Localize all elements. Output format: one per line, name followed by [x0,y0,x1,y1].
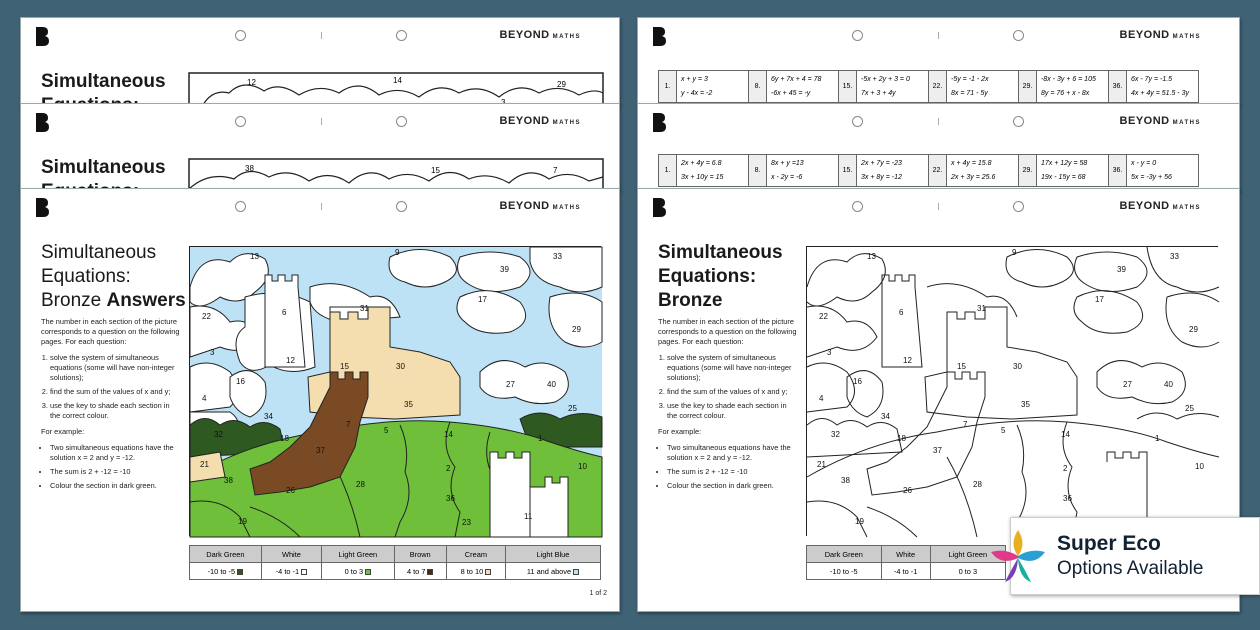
key-range: 0 to 3 [322,563,394,580]
instructions: The number in each section of the picture corresponds to a question on the following pages. For each question: 1. solve the system of simultaneous equations (some will have non-integer solutions); 2. find the sum of the values of x and y; 3. use the key to shade each section in the correct colour. For example: • Two simultaneous equations have the solution x = 2 and y = -12. • The sum is 2 + -12 = -10 • Colour the section in dark green. [658,317,798,495]
region-number: 38 [841,476,850,485]
fold-mark [938,118,939,125]
region-number: 19 [238,517,247,526]
region-number: 32 [831,430,840,439]
question-equations: 2x + 4y = 6.8 3x + 10y = 15 [677,155,749,187]
region-number: 38 [245,164,254,173]
region-number: 12 [247,78,256,87]
region-number: 33 [553,252,562,261]
colour-swatch [365,569,371,575]
region-number: 10 [1195,462,1204,471]
questions-table [658,154,1199,187]
key-header: Cream [446,546,505,563]
punch-hole [396,116,407,127]
question-equations: x + 4y = 15.8 2x + 3y = 25.6 [947,155,1019,187]
region-number: 36 [1063,494,1072,503]
questions-sheet-middle [637,103,1240,191]
question-equations: x + y = 3 y - 4x = -2 [677,71,749,103]
region-number: 28 [356,480,365,489]
punch-hole [1013,116,1024,127]
region-number: 38 [224,476,233,485]
region-number: 29 [1189,325,1198,334]
region-number: 22 [819,312,828,321]
colour-swatch [573,569,579,575]
question-number: 1. [659,155,677,187]
beyond-logo-icon [33,196,51,218]
region-number: 5 [384,426,389,435]
region-number: 26 [903,486,912,495]
region-number: 4 [819,394,824,403]
colour-swatch [485,569,491,575]
region-number: 31 [360,304,369,313]
question-equations: 6x - 7y = -1.5 4x + 4y = 51.5 - 3y [1127,71,1199,103]
colour-swatch [237,569,243,575]
region-number: 14 [444,430,453,439]
key-header: White [881,546,930,563]
question-equations: -5x + 2y + 3 = 0 7x + 3 + 4y [857,71,929,103]
fold-mark [321,32,322,39]
beyond-logo-icon [650,196,668,218]
region-number: 36 [446,494,455,503]
region-number: 29 [572,325,581,334]
region-number: 30 [1013,362,1022,371]
brand-label: BEYOND MATHS [499,200,581,212]
brand-label: BEYOND MATHS [499,29,581,41]
beyond-logo-icon [650,25,668,47]
region-number: 31 [977,304,986,313]
region-number: 12 [903,356,912,365]
region-number: 5 [1001,426,1006,435]
beyond-logo-icon [650,111,668,133]
key-header: Brown [394,546,446,563]
key-range: -10 to -5 [807,563,882,580]
eco-flower-icon [983,526,1053,588]
region-number: 35 [404,400,413,409]
fold-mark [321,203,322,210]
region-number: 27 [506,380,515,389]
punch-hole [1013,201,1024,212]
question-number: 36. [1109,71,1127,103]
key-range: -10 to -5 [190,563,262,580]
punch-hole [235,201,246,212]
instructions: The number in each section of the picture corresponds to a question on the following pages. For each question: 1. solve the system of simultaneous equations (some will have non-integer solutions); 2. find the sum of the values of x and y; 3. use the key to shade each section in the correct colour. For example: • Two simultaneous equations have the solution x = 2 and y = -12. • The sum is 2 + -12 = -10 • Colour the section in dark green. [41,317,181,495]
region-number: 40 [1164,380,1173,389]
punch-hole [852,201,863,212]
key-header: Dark Green [190,546,262,563]
key-range: 8 to 10 [446,563,505,580]
region-number: 16 [236,377,245,386]
question-number: 15. [839,155,857,187]
answers-sheet [20,188,620,612]
region-number: 34 [881,412,890,421]
question-equations: 8x + y =13 x - 2y = -6 [767,155,839,187]
question-number: 22. [929,71,947,103]
bronze-title: Simultaneous Equations: Bronze [658,242,783,311]
outline-picture [806,246,1218,536]
region-number: 3 [827,348,832,357]
region-number: 23 [462,518,471,527]
region-number: 10 [578,462,587,471]
region-number: 26 [286,486,295,495]
back-sheet-b [20,103,620,191]
region-number: 22 [202,312,211,321]
region-number: 40 [547,380,556,389]
punch-hole [852,30,863,41]
region-number: 18 [280,434,289,443]
key-range: 0 to 3 [930,563,1005,580]
answers-title: Simultaneous Equations: Bronze Answers [41,242,186,311]
key-range: 11 and above [505,563,600,580]
sheet-title: Simultaneous [41,157,166,178]
question-equations: -8x - 3y + 6 = 105 8y = 76 + x - 8x [1037,71,1109,103]
badge-line-1: Super Eco [1057,532,1161,555]
region-number: 32 [214,430,223,439]
region-number: 7 [553,166,558,175]
region-number: 7 [963,420,968,429]
punch-hole [852,116,863,127]
brand-label: BEYOND MATHS [1119,200,1201,212]
super-eco-badge [1010,517,1260,595]
region-number: 21 [200,460,209,469]
region-number: 17 [1095,295,1104,304]
key-range: -4 to -1 [261,563,321,580]
region-number: 15 [340,362,349,371]
region-number: 2 [1063,464,1068,473]
brand-label: BEYOND MATHS [1119,115,1201,127]
region-number: 9 [395,248,400,257]
sheet-title: Simultaneous [41,71,166,92]
region-number: 17 [478,295,487,304]
question-equations: 6y + 7x + 4 = 78 -6x + 45 = -y [767,71,839,103]
coloured-answer-picture [189,246,601,536]
region-number: 6 [899,308,904,317]
key-header: White [261,546,321,563]
region-number: 33 [1170,252,1179,261]
key-header: Light Green [930,546,1005,563]
fold-mark [938,203,939,210]
region-number: 13 [867,252,876,261]
question-number: 8. [749,71,767,103]
punch-hole [235,116,246,127]
region-number: 39 [500,265,509,274]
questions-sheet-top [637,17,1240,105]
key-header: Light Green [322,546,394,563]
region-number: 16 [853,377,862,386]
region-number: 1 [538,434,543,443]
region-number: 14 [1061,430,1070,439]
region-number: 34 [264,412,273,421]
region-number: 25 [1185,404,1194,413]
question-number: 29. [1019,155,1037,187]
question-number: 1. [659,71,677,103]
question-number: 8. [749,155,767,187]
region-number: 21 [817,460,826,469]
colour-swatch [427,569,433,575]
punch-hole [396,201,407,212]
colour-key-table [189,545,601,580]
region-number: 3 [210,348,215,357]
region-number: 28 [973,480,982,489]
region-number: 7 [346,420,351,429]
colour-swatch [301,569,307,575]
region-number: 2 [446,464,451,473]
region-number: 35 [1021,400,1030,409]
question-equations: -5y = -1 - 2x 8x = 71 - 5y [947,71,1019,103]
key-header: Dark Green [807,546,882,563]
bronze-key-table [806,545,1006,580]
fold-mark [321,118,322,125]
question-number: 15. [839,71,857,103]
punch-hole [235,30,246,41]
region-number: 37 [316,446,325,455]
region-number: 15 [431,166,440,175]
punch-hole [396,30,407,41]
region-number: 4 [202,394,207,403]
region-number: 18 [897,434,906,443]
region-number: 11 [524,512,533,521]
region-number: 30 [396,362,405,371]
region-number: 39 [1117,265,1126,274]
fold-mark [938,32,939,39]
punch-hole [1013,30,1024,41]
brand-label: BEYOND MATHS [499,115,581,127]
region-number: 9 [1012,248,1017,257]
key-header: Light Blue [505,546,600,563]
question-equations: 2x + 7y = -23 3x + 8y = -12 [857,155,929,187]
badge-line-2: Options Available [1057,558,1204,579]
brand-label: BEYOND MATHS [1119,29,1201,41]
question-number: 22. [929,155,947,187]
region-number: 14 [393,76,402,85]
region-number: 19 [855,517,864,526]
beyond-logo-icon [33,111,51,133]
page-number: 1 of 2 [589,590,607,597]
region-number: 12 [286,356,295,365]
key-range: 4 to 7 [394,563,446,580]
question-equations: 17x + 12y = 58 19x - 15y = 68 [1037,155,1109,187]
region-number: 1 [1155,434,1160,443]
region-number: 29 [557,80,566,89]
region-number: 37 [933,446,942,455]
region-number: 27 [1123,380,1132,389]
question-equations: x - y = 0 5x = -3y + 56 [1127,155,1199,187]
back-sheet-a [20,17,620,105]
region-number: 13 [250,252,259,261]
questions-table [658,70,1199,103]
region-number: 15 [957,362,966,371]
question-number: 36. [1109,155,1127,187]
question-number: 29. [1019,71,1037,103]
key-range: -4 to -1 [881,563,930,580]
region-number: 25 [568,404,577,413]
beyond-logo-icon [33,25,51,47]
region-number: 6 [282,308,287,317]
